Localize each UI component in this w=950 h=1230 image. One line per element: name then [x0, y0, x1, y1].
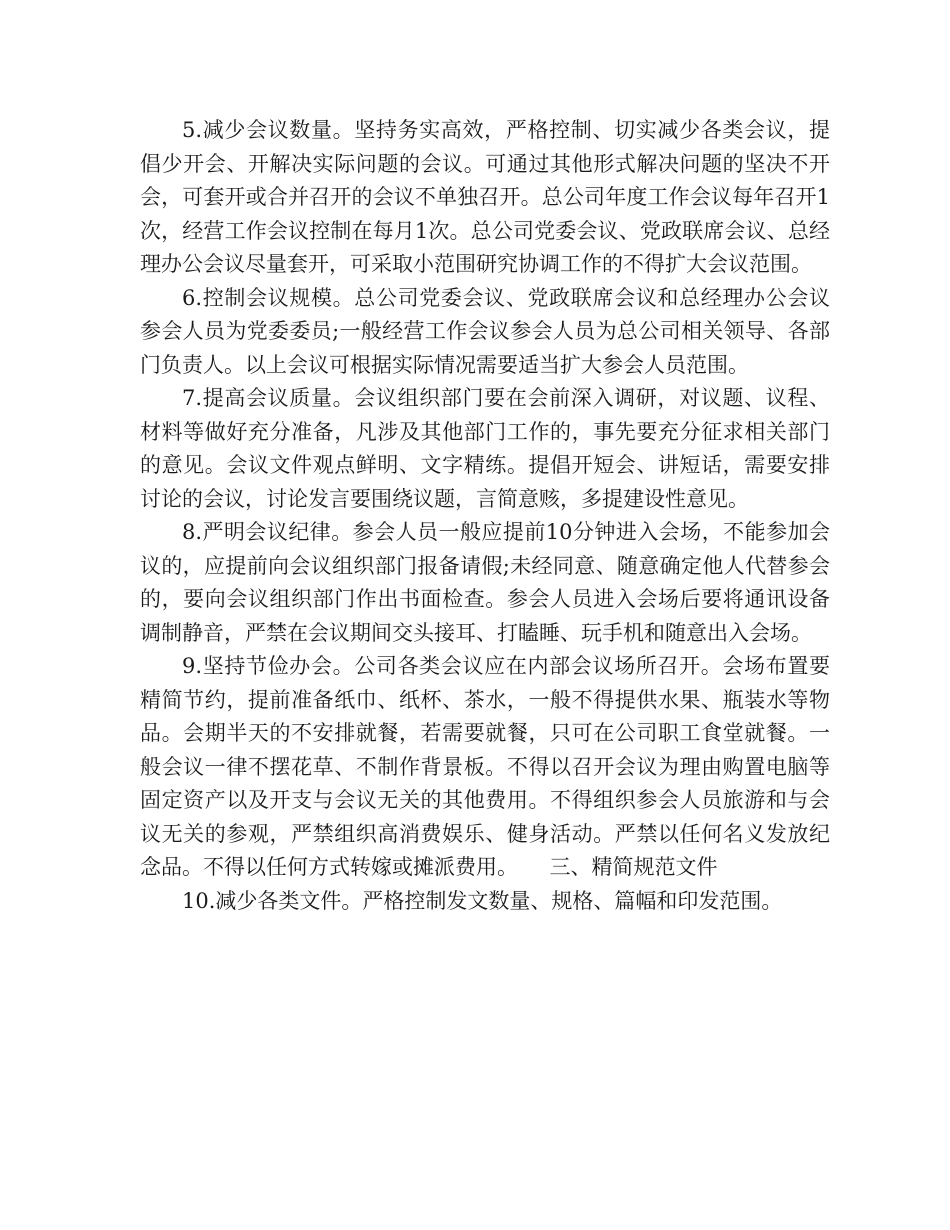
paragraph-frugal-meetings: 9.坚持节俭办会。公司各类会议应在内部会议场所召开。会场布置要精简节约，提前准备纸巾、纸杯、茶水，一般不得提供水果、瓶装水等物品。会期半天的不安排就餐，若需要就餐，只可在公司职工食堂就餐。一般会议一律不摆花草、不制作背景板。不得以召开会议为理由购置电脑等固定资产以及开支与会议无关的其他费用。不得组织参会人员旅游和与会议无关的参观，严禁组织高消费娱乐、健身活动。严禁以任何名义发放纪念品。不得以任何方式转嫁或摊派费用。 三、精简规范文件	[140, 654, 830, 879]
paragraph-control-scale: 6.控制会议规模。总公司党委会议、党政联席会议和总经理办公会议参会人员为党委委员;一般经营工作会议参会人员为总公司相关领导、各部门负责人。以上会议可根据实际情况需要适当扩大参会人员范围。	[140, 285, 830, 377]
paragraph-improve-quality: 7.提高会议质量。会议组织部门要在会前深入调研，对议题、议程、材料等做好充分准备，凡涉及其他部门工作的，事先要充分征求相关部门的意见。会议文件观点鲜明、文字精练。提倡开短会、讲短话，需要安排讨论的会议，讨论发言要围绕议题，言简意赅，多提建设性意见。	[140, 386, 830, 511]
paragraph-meeting-discipline: 8.严明会议纪律。参会人员一般应提前10分钟进入会场，不能参加会议的，应提前向会议组织部门报备请假;未经同意、随意确定他人代替参会的，要向会议组织部门作出书面检查。参会人员进入会场后要将通讯设备调制静音，严禁在会议期间交头接耳、打瞌睡、玩手机和随意出入会场。	[140, 520, 830, 645]
paragraph-reduce-documents: 10.减少各类文件。严格控制发文数量、规格、篇幅和印发范围。	[182, 888, 783, 913]
paragraph-reduce-meetings: 5.减少会议数量。坚持务实高效，严格控制、切实减少各类会议，提倡少开会、开解决实际问题的会议。可通过其他形式解决问题的坚决不开会，可套开或合并召开的会议不单独召开。总公司年度工作会议每年召开1次，经营工作会议控制在每月1次。总公司党委会议、党政联席会议、总经理办公会议尽量套开，可采取小范围研究协调工作的不得扩大会议范围。	[140, 118, 830, 276]
document-body	[140, 114, 830, 918]
